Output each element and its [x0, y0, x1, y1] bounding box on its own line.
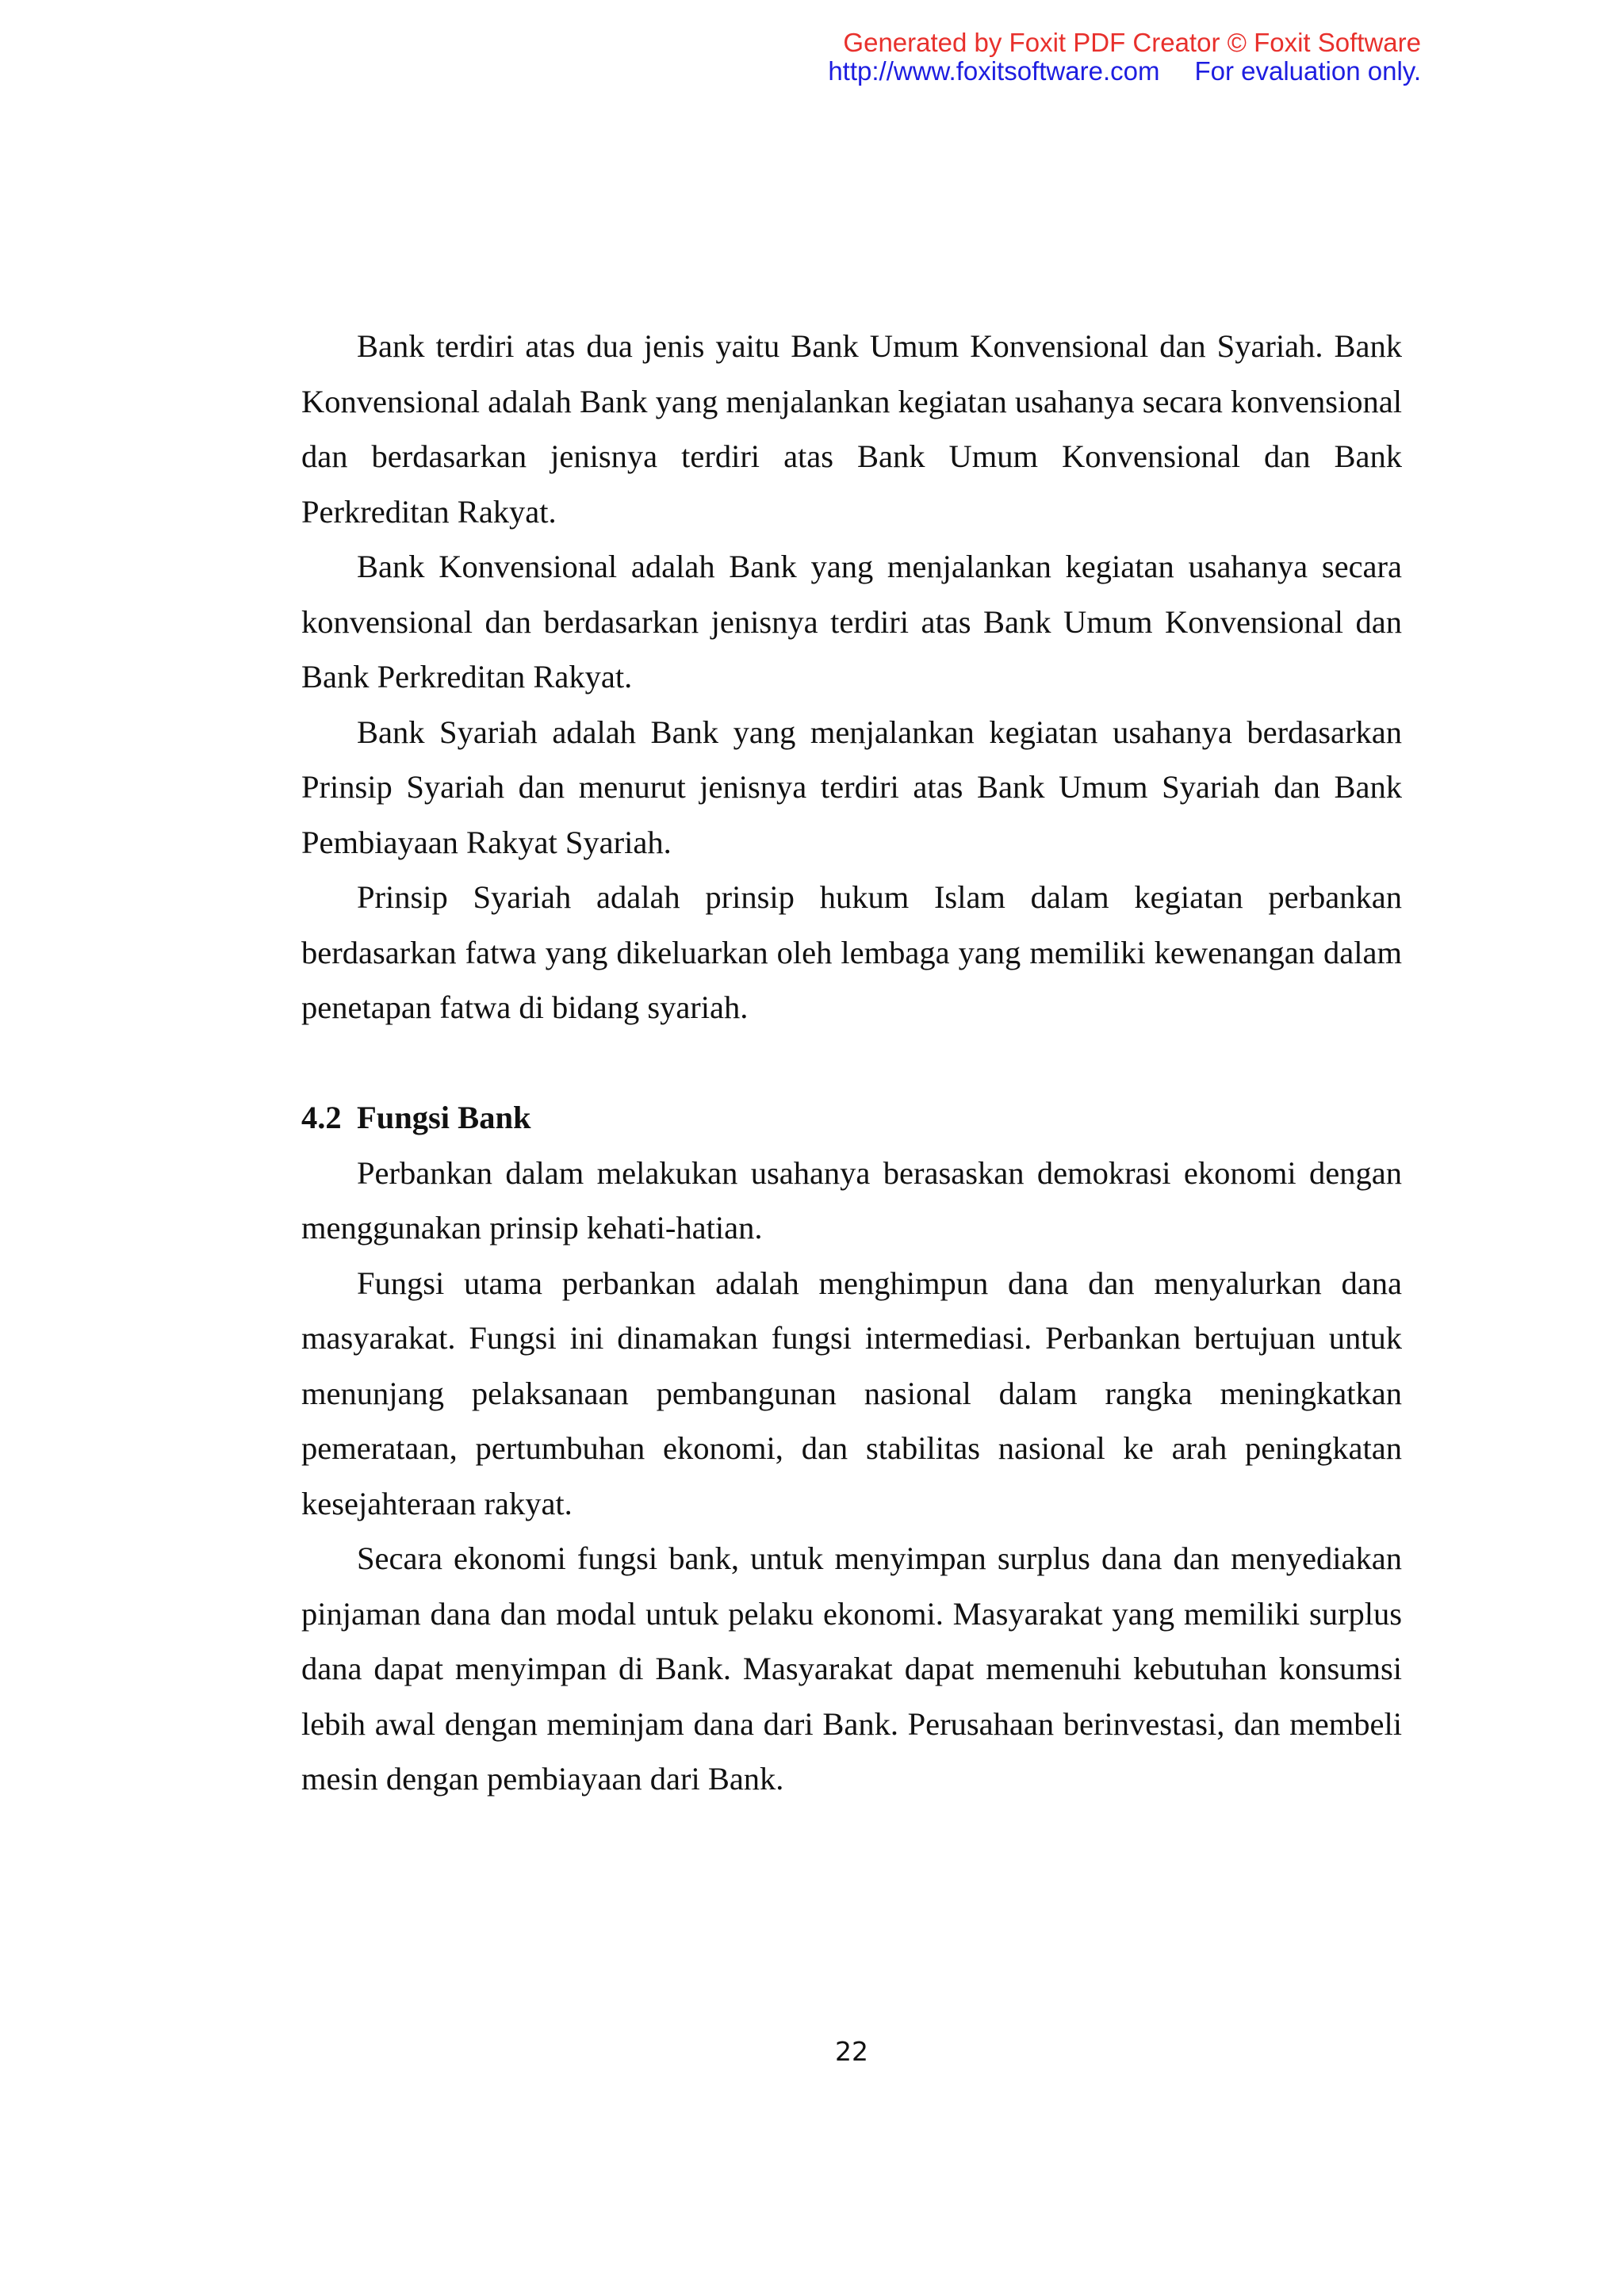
section-heading — [301, 1090, 1402, 1146]
section-number: 4.2 — [301, 1100, 342, 1135]
paragraph-fungsi-ekonomi: Secara ekonomi fungsi bank, untuk menyimpan surplus dana dan menyediakan pinjaman dana dan modal untuk pelaku ekonomi. Masyarakat yang memiliki surplus dana dapat menyimpan di Bank. Masyarakat dapat memenuhi kebutuhan konsumsi lebih awal dengan meminjam dana dari Bank. Perusahaan berinvestasi, dan membeli mesin dengan pembiayaan dari Bank. — [301, 1540, 1402, 1797]
paragraph-perbankan-asas: Perbankan dalam melakukan usahanya berasaskan demokrasi ekonomi dengan menggunakan prinsip kehati-hatian. — [301, 1154, 1402, 1246]
document-body — [301, 319, 1402, 1807]
watermark-url-link[interactable]: http://www.foxitsoftware.com — [828, 56, 1160, 86]
watermark-evaluation-text: For evaluation only. — [1194, 56, 1421, 86]
page-number: 22 — [835, 2036, 868, 2067]
watermark-generated-text: Generated by Foxit PDF Creator © Foxit Software — [843, 28, 1421, 57]
foxit-watermark — [707, 29, 1421, 86]
paragraph-bank-syariah: Bank Syariah adalah Bank yang menjalankan kegiatan usahanya berdasarkan Prinsip Syariah dan menurut jenisnya terdiri atas Bank Umum Syariah dan Bank Pembiayaan Rakyat Syariah. — [301, 714, 1402, 860]
paragraph-prinsip-syariah: Prinsip Syariah adalah prinsip hukum Islam dalam kegiatan perbankan berdasarkan fatwa yang dikeluarkan oleh lembaga yang memiliki kewenangan dalam penetapan fatwa di bidang syariah. — [301, 879, 1402, 1025]
paragraph-fungsi-utama: Fungsi utama perbankan adalah menghimpun dana dan menyalurkan dana masyarakat. Fungsi ini dinamakan fungsi intermediasi. Perbankan bertujuan untuk menunjang pelaksanaan pembangunan nasional dalam rangka meningkatkan pemerataan, pertumbuhan ekonomi, dan stabilitas nasional ke arah peningkatan kesejahteraan rakyat. — [301, 1265, 1402, 1521]
paragraph-bank-types: Bank terdiri atas dua jenis yaitu Bank Umum Konvensional dan Syariah. Bank Konvensional adalah Bank yang menjalankan kegiatan usahanya secara konvensional dan berdasarkan jenisnya terdiri atas Bank Umum Konvensional dan Bank Perkreditan Rakyat. — [301, 328, 1402, 530]
paragraph-bank-konvensional: Bank Konvensional adalah Bank yang menjalankan kegiatan usahanya secara konvensional dan berdasarkan jenisnya terdiri atas Bank Umum Konvensional dan Bank Perkreditan Rakyat. — [301, 549, 1402, 695]
watermark-line2 — [707, 57, 1421, 86]
section-title: Fungsi Bank — [357, 1100, 531, 1135]
